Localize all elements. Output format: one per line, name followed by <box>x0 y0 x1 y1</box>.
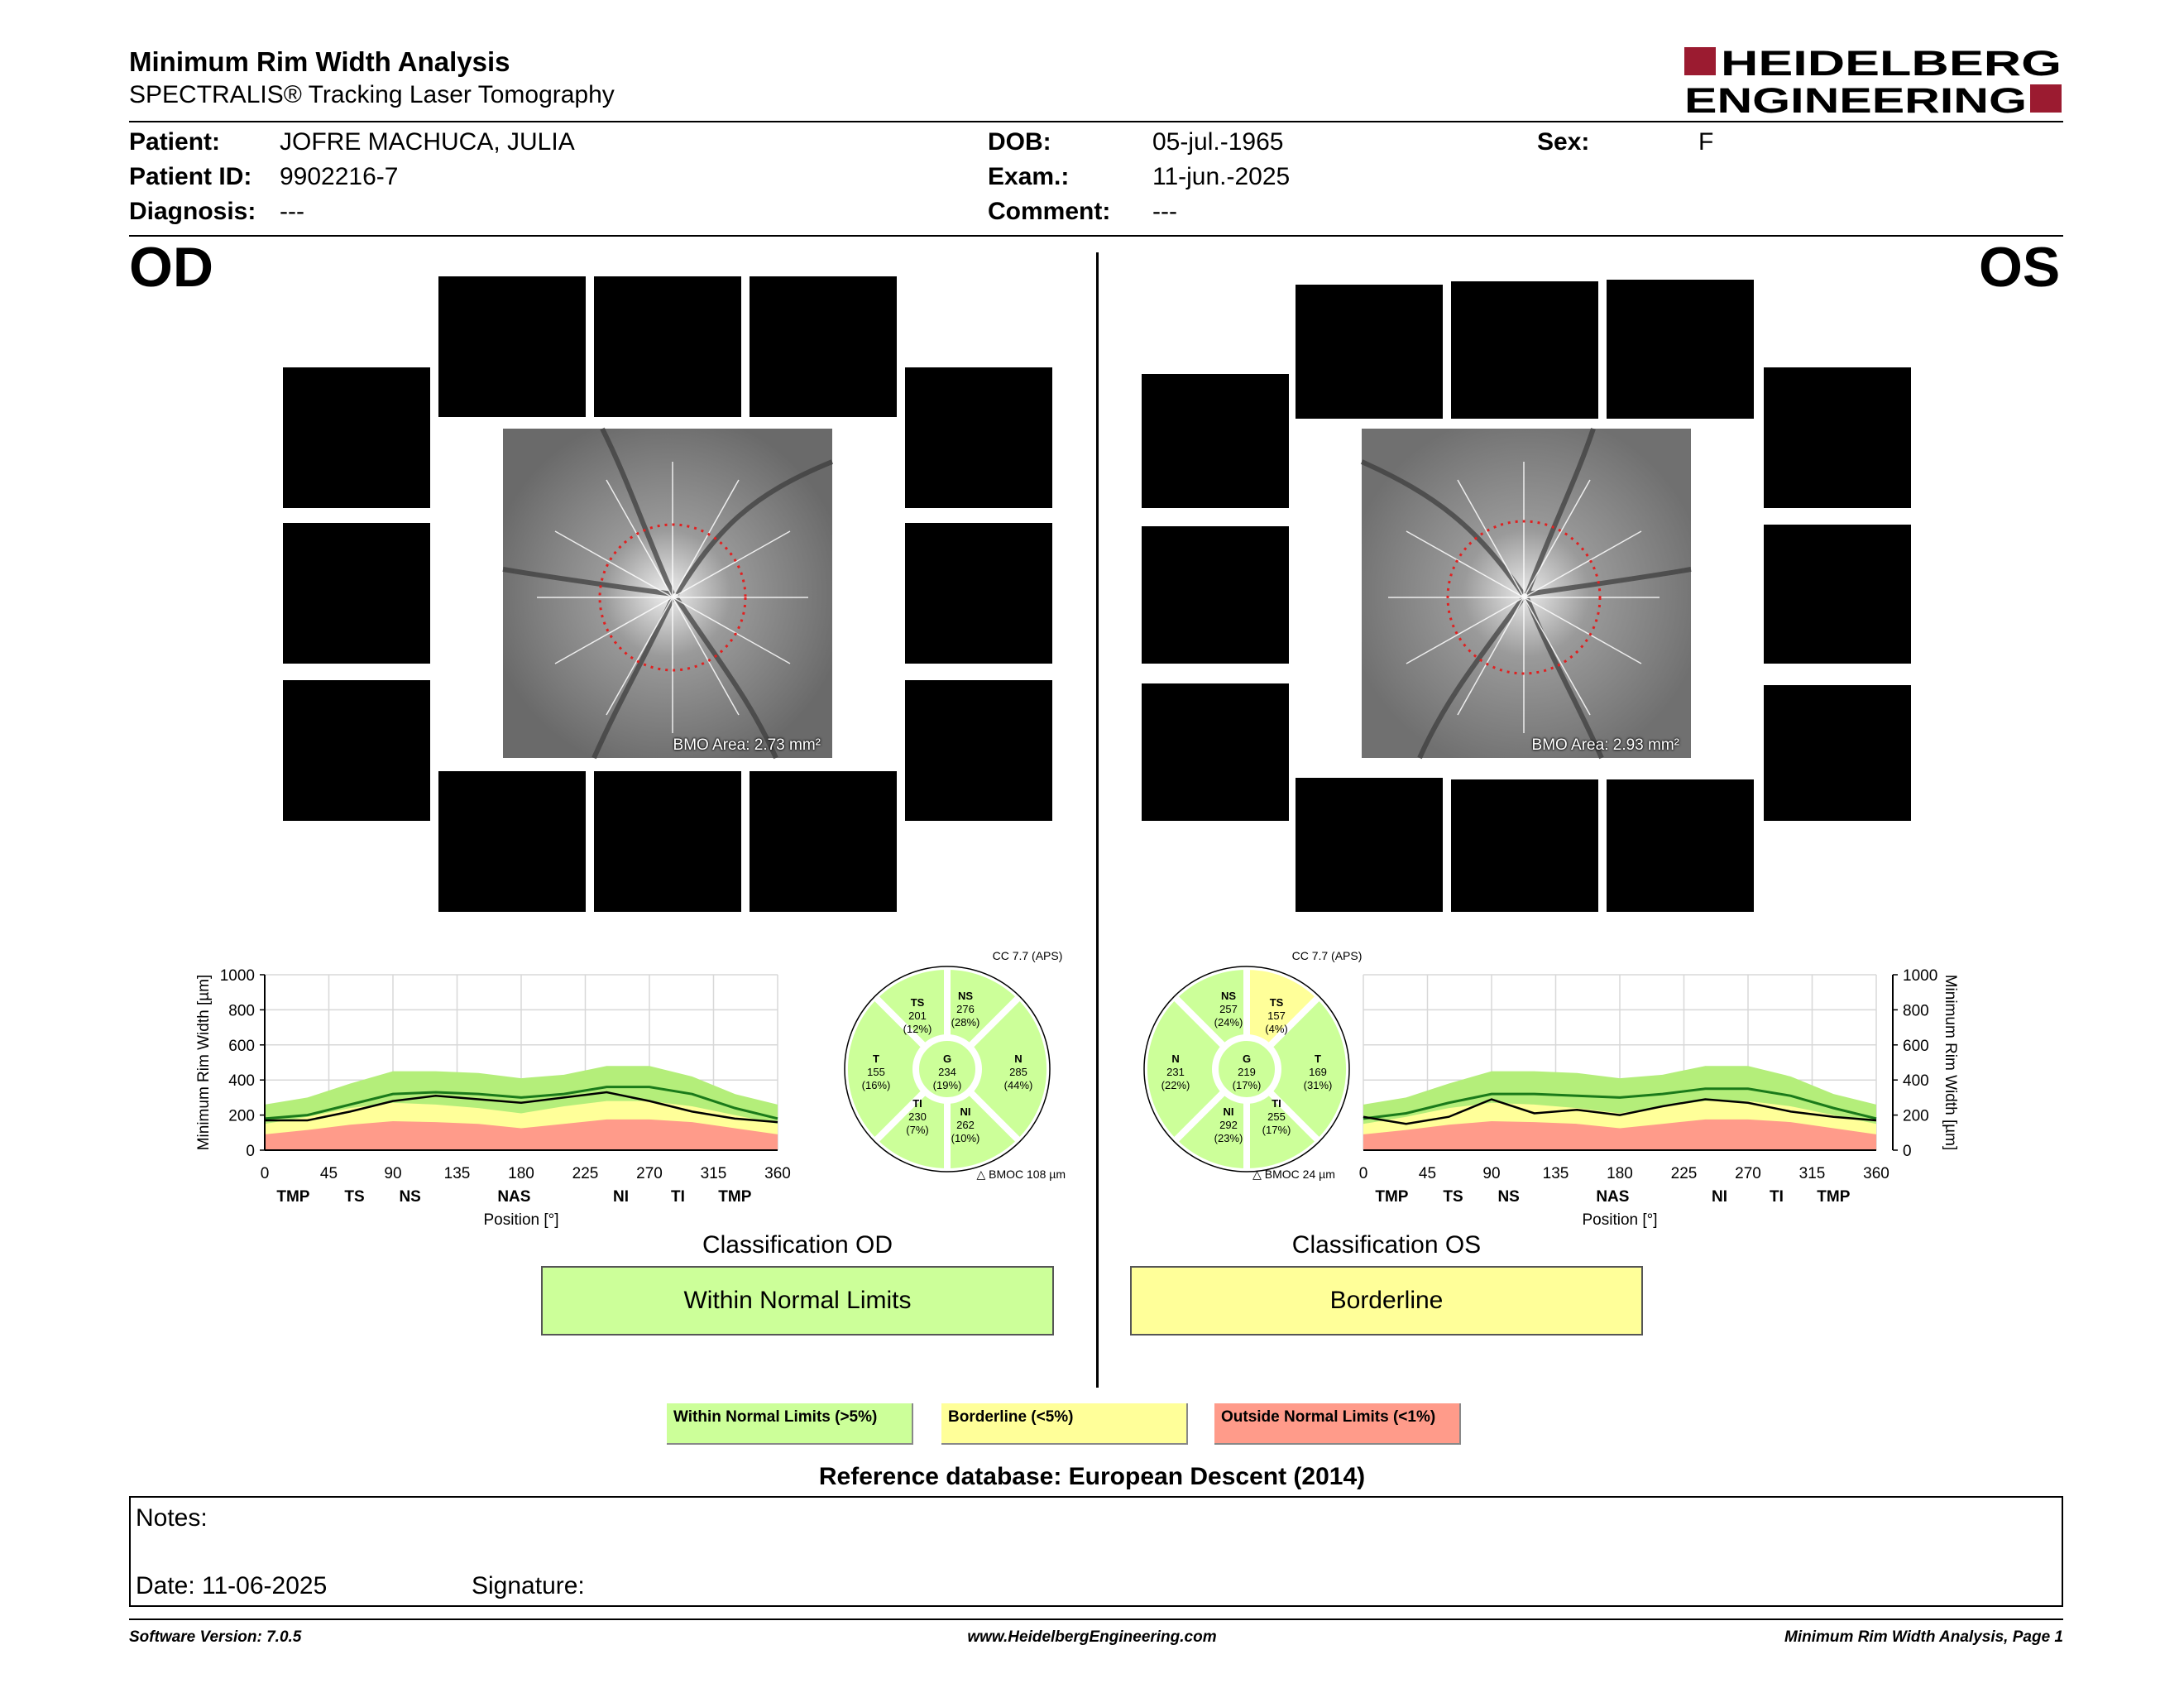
od-ns-value: 276 <box>956 1003 975 1015</box>
od-t-value: 155 <box>867 1066 885 1078</box>
os-ni-pct: (23%) <box>1214 1132 1243 1144</box>
os-g-label: G <box>1242 1053 1252 1065</box>
od-bmoc-label: △ BMOC 108 µm <box>976 1168 1066 1181</box>
os-n-value: 231 <box>1166 1066 1185 1078</box>
os-oct-scan-1 <box>1296 285 1443 419</box>
os-chart-x-tick-label: 225 <box>1670 1165 1698 1182</box>
os-chart-x-tick-label: 360 <box>1863 1165 1889 1182</box>
os-chart-x-tick-label: 0 <box>1358 1165 1368 1182</box>
notes-box <box>129 1496 2063 1607</box>
os-ts-pct: (4%) <box>1265 1023 1288 1035</box>
os-fundus-image <box>1362 429 1691 758</box>
website-link[interactable]: www.HeidelbergEngineering.com <box>967 1628 1217 1646</box>
od-n-pct: (44%) <box>1003 1079 1033 1091</box>
os-ti-label: TI <box>1272 1097 1281 1110</box>
reference-database: Reference database: European Descent (2014) <box>818 1463 1366 1490</box>
od-chart-y-tick-label: 800 <box>228 1002 255 1020</box>
header-rule <box>129 121 2063 122</box>
os-oct-scan-10 <box>1296 778 1443 912</box>
os-eye-label: OS <box>1979 236 2061 299</box>
od-oct-scan-7 <box>905 523 1052 664</box>
od-oct-scan-11 <box>594 771 741 912</box>
od-chart-x-tick-label: 360 <box>764 1165 791 1182</box>
os-ti-value: 255 <box>1267 1110 1286 1123</box>
od-oct-scan-4 <box>283 367 430 508</box>
od-chart-sector-label: TI <box>670 1188 685 1206</box>
os-oct-scan-4 <box>1142 374 1289 508</box>
od-chart-x-tick-label: 225 <box>572 1165 599 1182</box>
eye-divider <box>1096 252 1099 1388</box>
od-chart-y-tick-label: 1000 <box>219 967 255 985</box>
os-chart-sector-label: TMP <box>1817 1188 1851 1206</box>
os-ts-value: 157 <box>1267 1009 1286 1022</box>
os-ni-label: NI <box>1223 1105 1234 1118</box>
od-chart-y-tick-label: 400 <box>228 1072 255 1091</box>
od-g-pct: (19%) <box>932 1079 962 1091</box>
od-ni-label: NI <box>960 1105 971 1118</box>
os-t-pct: (31%) <box>1303 1079 1333 1091</box>
os-chart-sector-label: TI <box>1769 1188 1784 1206</box>
os-classification-box: Borderline <box>1130 1266 1643 1336</box>
od-chart-x-tick-label: 315 <box>700 1165 727 1182</box>
od-chart-x-tick-label: 180 <box>508 1165 534 1182</box>
os-chart-x-tick-label: 135 <box>1542 1165 1569 1182</box>
os-n-label: N <box>1171 1053 1180 1065</box>
os-cc-label: CC 7.7 (APS) <box>1291 949 1363 962</box>
os-sector-chart <box>1135 945 1375 1185</box>
od-ts-pct: (12%) <box>903 1023 932 1035</box>
od-chart-sector-label: TS <box>344 1188 365 1206</box>
od-chart-y-tick-label: 600 <box>228 1037 255 1055</box>
dob-value: 05-jul.-1965 <box>1152 128 1284 156</box>
os-chart-sector-label: NAS <box>1596 1188 1630 1206</box>
od-oct-scan-2 <box>594 276 741 417</box>
od-classification-title: Classification OD <box>702 1231 893 1259</box>
od-n-label: N <box>1014 1053 1023 1065</box>
od-t-label: T <box>873 1053 879 1065</box>
os-oct-scan-11 <box>1451 779 1598 912</box>
os-t-label: T <box>1315 1053 1321 1065</box>
os-oct-scan-5 <box>1764 367 1911 508</box>
od-chart-sector-label: NAS <box>497 1188 531 1206</box>
od-oct-scan-10 <box>438 771 586 912</box>
software-version: Software Version: 7.0.5 <box>129 1628 302 1646</box>
od-oct-scan-1 <box>438 276 586 417</box>
legend-within-normal: Within Normal Limits (>5%) <box>667 1403 913 1445</box>
os-chart-sector-label: NS <box>1497 1188 1520 1206</box>
os-chart-y-tick-label: 200 <box>1903 1107 1929 1125</box>
os-ns-pct: (24%) <box>1214 1016 1243 1029</box>
od-chart-x-tick-label: 0 <box>260 1165 270 1182</box>
od-ns-pct: (28%) <box>951 1016 980 1029</box>
page-number: Minimum Rim Width Analysis, Page 1 <box>1784 1628 2063 1646</box>
os-oct-scan-3 <box>1607 280 1754 419</box>
od-sector-chart <box>836 945 1075 1185</box>
os-chart-x-tick-label: 45 <box>1418 1165 1437 1182</box>
od-chart-sector-label: NS <box>399 1188 421 1206</box>
os-ns-label: NS <box>1220 990 1237 1002</box>
od-ti-value: 230 <box>908 1110 927 1123</box>
os-classification-title: Classification OS <box>1291 1231 1482 1259</box>
od-g-label: G <box>942 1053 952 1065</box>
od-oct-scan-12 <box>750 771 897 912</box>
od-t-pct: (16%) <box>861 1079 891 1091</box>
patient-label: Patient: <box>129 128 221 156</box>
os-oct-scan-8 <box>1142 683 1289 821</box>
os-chart-x-tick-label: 315 <box>1798 1165 1826 1182</box>
heidelberg-logo <box>1684 44 2063 121</box>
diagnosis-label: Diagnosis: <box>129 198 256 225</box>
os-chart-y-tick-label: 400 <box>1903 1072 1929 1091</box>
os-chart-x-axis-label: Position [°] <box>1582 1211 1658 1229</box>
od-n-value: 285 <box>1009 1066 1027 1078</box>
os-oct-scan-9 <box>1764 685 1911 821</box>
sex-value: F <box>1698 128 1714 156</box>
logo-square-bottom <box>2030 84 2062 113</box>
os-mrw-chart <box>1358 952 2009 1233</box>
os-chart-y-tick-label: 0 <box>1903 1143 1912 1160</box>
logo-line-2: ENGINEERING <box>1684 81 2027 121</box>
os-bmo-area: BMO Area: 2.93 mm² <box>1531 736 1679 754</box>
notes-label: Notes: <box>136 1504 208 1532</box>
os-chart-y-tick-label: 600 <box>1903 1037 1929 1055</box>
os-chart-x-tick-label: 90 <box>1482 1165 1501 1182</box>
od-ni-pct: (10%) <box>951 1132 980 1144</box>
od-eye-label: OD <box>129 236 213 299</box>
od-oct-scan-9 <box>905 680 1052 821</box>
od-cc-label: CC 7.7 (APS) <box>992 949 1063 962</box>
os-ts-label: TS <box>1269 996 1284 1009</box>
os-oct-scan-6 <box>1142 526 1289 664</box>
od-mrw-chart <box>190 952 836 1233</box>
od-chart-y-tick-label: 0 <box>246 1143 255 1160</box>
comment-label: Comment: <box>988 198 1111 225</box>
legend-borderline: Borderline (<5%) <box>941 1403 1188 1445</box>
os-chart-x-tick-label: 270 <box>1735 1165 1761 1182</box>
od-chart-x-tick-label: 45 <box>319 1165 338 1182</box>
os-chart-y-tick-label: 1000 <box>1903 967 1938 985</box>
report-subtitle: SPECTRALIS® Tracking Laser Tomography <box>129 81 615 108</box>
exam-value: 11-jun.-2025 <box>1152 163 1291 190</box>
os-g-pct: (17%) <box>1232 1079 1262 1091</box>
od-delta-icon: △ <box>976 1168 989 1181</box>
od-chart-x-tick-label: 90 <box>384 1165 402 1182</box>
sex-label: Sex: <box>1537 128 1590 156</box>
comment-value: --- <box>1152 198 1177 225</box>
patient-id-label: Patient ID: <box>129 163 252 190</box>
diagnosis-value: --- <box>280 198 304 225</box>
os-oct-scan-2 <box>1451 281 1598 419</box>
od-chart-sector-label: TMP <box>276 1188 310 1206</box>
os-delta-icon: △ <box>1252 1168 1265 1181</box>
os-oct-scan-7 <box>1764 525 1911 664</box>
od-classification-box: Within Normal Limits <box>541 1266 1054 1336</box>
od-oct-scan-3 <box>750 276 897 417</box>
dob-label: DOB: <box>988 128 1051 156</box>
footer-rule <box>129 1618 2063 1620</box>
os-ni-value: 292 <box>1219 1119 1238 1131</box>
os-n-pct: (22%) <box>1161 1079 1190 1091</box>
signature-label: Signature: <box>472 1572 585 1599</box>
os-oct-scan-12 <box>1607 779 1754 912</box>
od-ns-label: NS <box>957 990 974 1002</box>
od-ts-value: 201 <box>908 1009 927 1022</box>
od-ti-label: TI <box>912 1097 922 1110</box>
os-chart-sector-label: NI <box>1712 1188 1728 1206</box>
od-chart-sector-label: NI <box>613 1188 630 1206</box>
exam-label: Exam.: <box>988 163 1070 190</box>
od-g-value: 234 <box>938 1066 956 1078</box>
od-chart-x-tick-label: 270 <box>636 1165 663 1182</box>
od-chart-y-tick-label: 200 <box>228 1107 255 1125</box>
od-bmo-area: BMO Area: 2.73 mm² <box>673 736 821 754</box>
od-chart-x-tick-label: 135 <box>443 1165 471 1182</box>
os-chart-sector-label: TS <box>1443 1188 1463 1206</box>
os-g-value: 219 <box>1238 1066 1256 1078</box>
date-label: Date: 11-06-2025 <box>136 1572 328 1599</box>
od-ts-label: TS <box>910 996 925 1009</box>
os-chart-sector-label: TMP <box>1375 1188 1409 1206</box>
patient-rule <box>129 235 2063 237</box>
legend-outside-normal: Outside Normal Limits (<1%) <box>1214 1403 1461 1445</box>
os-chart-x-tick-label: 180 <box>1607 1165 1633 1182</box>
od-oct-scan-5 <box>905 367 1052 508</box>
os-ti-pct: (17%) <box>1262 1124 1291 1136</box>
od-chart-x-axis-label: Position [°] <box>483 1211 559 1229</box>
patient-name: JOFRE MACHUCA, JULIA <box>280 128 575 156</box>
os-chart-y-tick-label: 800 <box>1903 1002 1929 1020</box>
od-fundus-image <box>503 429 832 758</box>
logo-square-top <box>1684 47 1716 75</box>
os-chart-y-axis-label: Minimum Rim Width [µm] <box>1942 974 1959 1151</box>
od-oct-scan-6 <box>283 523 430 664</box>
patient-id: 9902216-7 <box>280 163 399 190</box>
os-ns-value: 257 <box>1219 1003 1238 1015</box>
logo-line-1: HEIDELBERG <box>1721 44 2062 84</box>
od-ti-pct: (7%) <box>906 1124 929 1136</box>
od-chart-sector-label: TMP <box>718 1188 752 1206</box>
report-title: Minimum Rim Width Analysis <box>129 46 510 77</box>
os-t-value: 169 <box>1309 1066 1327 1078</box>
od-ni-value: 262 <box>956 1119 975 1131</box>
os-bmoc-label: △ BMOC 24 µm <box>1252 1168 1335 1181</box>
od-oct-scan-8 <box>283 680 430 821</box>
od-chart-y-axis-label: Minimum Rim Width [µm] <box>195 974 213 1151</box>
